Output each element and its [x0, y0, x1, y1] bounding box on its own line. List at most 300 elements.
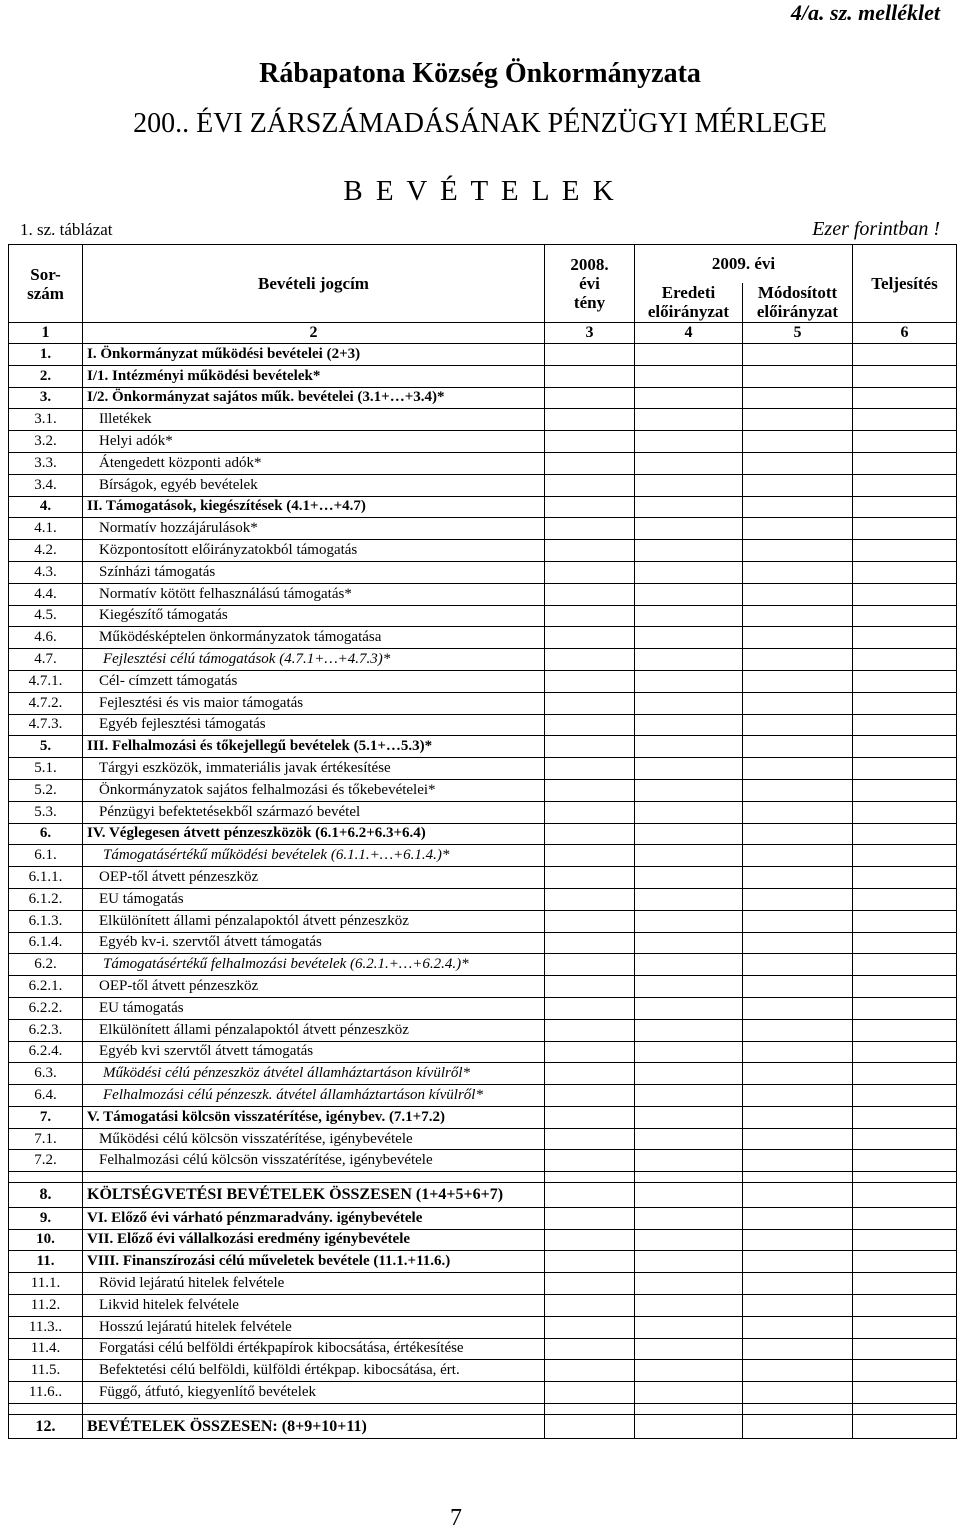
revenue-table	[8, 244, 957, 1439]
value-teljesites	[853, 452, 957, 474]
value-modositott	[743, 976, 853, 998]
value-teljesites	[853, 1085, 957, 1107]
value-modositott	[743, 344, 853, 366]
value-2008	[545, 997, 635, 1019]
value-modositott	[743, 474, 853, 496]
value-teljesites	[853, 1414, 957, 1439]
value-modositott	[743, 1019, 853, 1041]
row-label: V. Támogatási kölcsön visszatérítése, igénybev. (7.1+7.2)	[83, 1106, 545, 1128]
value-modositott	[743, 867, 853, 889]
row-number: 6.2.1.	[9, 976, 83, 998]
table-row	[9, 670, 957, 692]
value-teljesites	[853, 561, 957, 583]
value-eredeti	[635, 561, 743, 583]
row-number: 4.1.	[9, 518, 83, 540]
table-row	[9, 997, 957, 1019]
value-teljesites	[853, 1150, 957, 1172]
row-label: Működési célú pénzeszköz átvétel államháztartáson kívülről*	[83, 1063, 545, 1085]
table-row	[9, 1085, 957, 1107]
value-2008	[545, 1207, 635, 1229]
value-eredeti	[635, 997, 743, 1019]
value-modositott	[743, 692, 853, 714]
spacer-cell	[545, 1172, 635, 1183]
row-label: III. Felhalmozási és tőkejellegű bevételek (5.1+…5.3)*	[83, 736, 545, 758]
value-modositott	[743, 540, 853, 562]
value-teljesites	[853, 736, 957, 758]
row-number: 4.5.	[9, 605, 83, 627]
table-row	[9, 344, 957, 366]
row-number: 5.1.	[9, 758, 83, 780]
value-teljesites	[853, 714, 957, 736]
row-number: 5.3.	[9, 801, 83, 823]
row-number: 3.1.	[9, 409, 83, 431]
row-number: 6.1.	[9, 845, 83, 867]
value-eredeti	[635, 496, 743, 518]
value-modositott	[743, 932, 853, 954]
header-teljesites: Teljesítés	[853, 245, 957, 323]
value-eredeti	[635, 649, 743, 671]
value-eredeti	[635, 910, 743, 932]
row-number: 3.	[9, 387, 83, 409]
value-teljesites	[853, 1294, 957, 1316]
value-2008	[545, 409, 635, 431]
value-eredeti	[635, 845, 743, 867]
value-teljesites	[853, 627, 957, 649]
value-eredeti	[635, 344, 743, 366]
value-2008	[545, 605, 635, 627]
table-row	[9, 583, 957, 605]
row-number: 11.5.	[9, 1360, 83, 1382]
row-label: Rövid lejáratú hitelek felvétele	[83, 1273, 545, 1295]
spacer-row	[9, 1403, 957, 1414]
row-number: 7.2.	[9, 1150, 83, 1172]
value-eredeti	[635, 1150, 743, 1172]
value-modositott	[743, 1414, 853, 1439]
table-row	[9, 1041, 957, 1063]
value-eredeti	[635, 1041, 743, 1063]
value-teljesites	[853, 997, 957, 1019]
table-row	[9, 867, 957, 889]
row-label: Színházi támogatás	[83, 561, 545, 583]
col-number-4: 4	[635, 323, 743, 344]
value-teljesites	[853, 365, 957, 387]
row-label: Normatív kötött felhasználású támogatás*	[83, 583, 545, 605]
row-label: Önkormányzatok sajátos felhalmozási és tőkebevételei*	[83, 779, 545, 801]
spacer-cell	[635, 1403, 743, 1414]
value-modositott	[743, 649, 853, 671]
spacer-cell	[743, 1172, 853, 1183]
value-eredeti	[635, 431, 743, 453]
value-modositott	[743, 627, 853, 649]
row-label: Likvid hitelek felvétele	[83, 1294, 545, 1316]
value-modositott	[743, 736, 853, 758]
row-label: BEVÉTELEK ÖSSZESEN: (8+9+10+11)	[83, 1414, 545, 1439]
value-eredeti	[635, 779, 743, 801]
spacer-cell	[853, 1172, 957, 1183]
row-number: 4.7.2.	[9, 692, 83, 714]
value-teljesites	[853, 670, 957, 692]
row-label: OEP-től átvett pénzeszköz	[83, 867, 545, 889]
table-row	[9, 954, 957, 976]
header-2009: 2009. évi	[635, 245, 853, 283]
value-modositott	[743, 714, 853, 736]
table-row	[9, 758, 957, 780]
value-teljesites	[853, 1041, 957, 1063]
value-2008	[545, 1041, 635, 1063]
row-number: 6.1.2.	[9, 888, 83, 910]
row-number: 4.3.	[9, 561, 83, 583]
row-number: 4.6.	[9, 627, 83, 649]
value-teljesites	[853, 867, 957, 889]
value-teljesites	[853, 518, 957, 540]
value-eredeti	[635, 627, 743, 649]
value-teljesites	[853, 801, 957, 823]
table-row	[9, 823, 957, 845]
spacer-cell	[545, 1403, 635, 1414]
table-row	[9, 1128, 957, 1150]
value-teljesites	[853, 976, 957, 998]
value-eredeti	[635, 888, 743, 910]
value-eredeti	[635, 1063, 743, 1085]
value-eredeti	[635, 1106, 743, 1128]
value-modositott	[743, 845, 853, 867]
table-row	[9, 1251, 957, 1273]
value-2008	[545, 627, 635, 649]
value-teljesites	[853, 888, 957, 910]
value-modositott	[743, 997, 853, 1019]
value-teljesites	[853, 387, 957, 409]
row-label: Fejlesztési és vis maior támogatás	[83, 692, 545, 714]
value-eredeti	[635, 823, 743, 845]
value-eredeti	[635, 409, 743, 431]
table-row	[9, 692, 957, 714]
row-number: 6.2.	[9, 954, 83, 976]
value-eredeti	[635, 692, 743, 714]
unit-note: Ezer forintban !	[812, 218, 940, 240]
value-modositott	[743, 954, 853, 976]
table-row	[9, 1414, 957, 1439]
table-row	[9, 431, 957, 453]
col-number-3: 3	[545, 323, 635, 344]
table-row	[9, 779, 957, 801]
row-label: Fejlesztési célú támogatások (4.7.1+…+4.7.3)*	[83, 649, 545, 671]
value-teljesites	[853, 649, 957, 671]
value-2008	[545, 845, 635, 867]
value-modositott	[743, 801, 853, 823]
row-number: 4.7.	[9, 649, 83, 671]
row-label: VIII. Finanszírozási célú műveletek bevétele (11.1.+11.6.)	[83, 1251, 545, 1273]
document-subtitle: 200.. ÉVI ZÁRSZÁMADÁSÁNAK PÉNZÜGYI MÉRLEGE	[133, 108, 827, 139]
value-modositott	[743, 1128, 853, 1150]
row-label: Hosszú lejáratú hitelek felvétele	[83, 1316, 545, 1338]
value-teljesites	[853, 932, 957, 954]
table-row	[9, 1106, 957, 1128]
value-eredeti	[635, 452, 743, 474]
table-row	[9, 845, 957, 867]
row-number: 4.7.1.	[9, 670, 83, 692]
row-number: 3.4.	[9, 474, 83, 496]
table-row	[9, 714, 957, 736]
value-eredeti	[635, 670, 743, 692]
annex-label: 4/a. sz. melléklet	[790, 0, 940, 25]
value-modositott	[743, 1273, 853, 1295]
row-label: EU támogatás	[83, 997, 545, 1019]
table-row	[9, 1316, 957, 1338]
row-number: 4.4.	[9, 583, 83, 605]
value-2008	[545, 1316, 635, 1338]
value-2008	[545, 1229, 635, 1251]
value-eredeti	[635, 1251, 743, 1273]
header-eredeti: Eredeti előirányzat	[635, 283, 743, 323]
value-2008	[545, 736, 635, 758]
document-title: Rábapatona Község Önkormányzata	[259, 58, 701, 89]
value-teljesites	[853, 845, 957, 867]
value-modositott	[743, 496, 853, 518]
value-teljesites	[853, 409, 957, 431]
value-eredeti	[635, 1207, 743, 1229]
row-label: EU támogatás	[83, 888, 545, 910]
value-2008	[545, 1150, 635, 1172]
row-number: 11.3..	[9, 1316, 83, 1338]
table-row	[9, 976, 957, 998]
value-teljesites	[853, 1019, 957, 1041]
value-eredeti	[635, 801, 743, 823]
value-eredeti	[635, 387, 743, 409]
row-label: Illetékek	[83, 409, 545, 431]
row-label: Egyéb fejlesztési támogatás	[83, 714, 545, 736]
value-teljesites	[853, 823, 957, 845]
table-row	[9, 888, 957, 910]
value-2008	[545, 867, 635, 889]
table-row	[9, 409, 957, 431]
row-label: Befektetési célú belföldi, külföldi értékpap. kibocsátása, ért.	[83, 1360, 545, 1382]
value-2008	[545, 801, 635, 823]
value-modositott	[743, 409, 853, 431]
value-eredeti	[635, 932, 743, 954]
table-row	[9, 1183, 957, 1208]
value-modositott	[743, 583, 853, 605]
value-2008	[545, 779, 635, 801]
revenue-table-body	[9, 344, 957, 1439]
row-number: 11.4.	[9, 1338, 83, 1360]
row-number: 11.6..	[9, 1382, 83, 1404]
value-teljesites	[853, 1183, 957, 1208]
value-2008	[545, 1360, 635, 1382]
row-label: Működési célú kölcsön visszatérítése, igénybevétele	[83, 1128, 545, 1150]
row-number: 6.1.3.	[9, 910, 83, 932]
row-label: Cél- címzett támogatás	[83, 670, 545, 692]
table-row	[9, 1382, 957, 1404]
value-teljesites	[853, 1207, 957, 1229]
row-number: 4.7.3.	[9, 714, 83, 736]
value-modositott	[743, 1150, 853, 1172]
row-number: 11.	[9, 1251, 83, 1273]
row-number: 6.1.1.	[9, 867, 83, 889]
value-teljesites	[853, 540, 957, 562]
value-2008	[545, 670, 635, 692]
row-number: 6.1.4.	[9, 932, 83, 954]
section-title: B E V É T E L E K	[343, 175, 617, 207]
row-label: Felhalmozási célú pénzeszk. átvétel államháztartáson kívülről*	[83, 1085, 545, 1107]
value-2008	[545, 758, 635, 780]
value-eredeti	[635, 736, 743, 758]
value-teljesites	[853, 431, 957, 453]
value-2008	[545, 540, 635, 562]
value-modositott	[743, 1041, 853, 1063]
row-number: 11.1.	[9, 1273, 83, 1295]
value-teljesites	[853, 1338, 957, 1360]
spacer-cell	[9, 1403, 83, 1414]
value-teljesites	[853, 1273, 957, 1295]
value-teljesites	[853, 779, 957, 801]
value-teljesites	[853, 605, 957, 627]
value-eredeti	[635, 1360, 743, 1382]
row-label: Függő, átfutó, kiegyenlítő bevételek	[83, 1382, 545, 1404]
value-modositott	[743, 1316, 853, 1338]
value-eredeti	[635, 1294, 743, 1316]
value-2008	[545, 496, 635, 518]
value-2008	[545, 583, 635, 605]
table-row	[9, 1273, 957, 1295]
col-number-2: 2	[83, 323, 545, 344]
value-2008	[545, 474, 635, 496]
row-number: 6.3.	[9, 1063, 83, 1085]
value-modositott	[743, 1229, 853, 1251]
table-row	[9, 910, 957, 932]
row-label: Egyéb kvi szervtől átvett támogatás	[83, 1041, 545, 1063]
row-number: 4.2.	[9, 540, 83, 562]
value-teljesites	[853, 1316, 957, 1338]
value-2008	[545, 976, 635, 998]
table-row	[9, 1207, 957, 1229]
row-label: Elkülönített állami pénzalapoktól átvett pénzeszköz	[83, 1019, 545, 1041]
row-label: VII. Előző évi vállalkozási eredmény igénybevétele	[83, 1229, 545, 1251]
value-2008	[545, 452, 635, 474]
row-label: Működésképtelen önkormányzatok támogatása	[83, 627, 545, 649]
value-teljesites	[853, 1128, 957, 1150]
spacer-cell	[743, 1403, 853, 1414]
value-2008	[545, 692, 635, 714]
value-teljesites	[853, 1106, 957, 1128]
value-2008	[545, 1128, 635, 1150]
table-number: 1. sz. táblázat	[20, 220, 113, 239]
value-2008	[545, 910, 635, 932]
table-row	[9, 496, 957, 518]
value-teljesites	[853, 583, 957, 605]
value-2008	[545, 1085, 635, 1107]
table-row	[9, 1294, 957, 1316]
col-number-5: 5	[743, 323, 853, 344]
value-2008	[545, 1382, 635, 1404]
value-2008	[545, 649, 635, 671]
value-2008	[545, 344, 635, 366]
row-label: Felhalmozási célú kölcsön visszatérítése, igénybevétele	[83, 1150, 545, 1172]
table-row	[9, 540, 957, 562]
row-label: Forgatási célú belföldi értékpapírok kibocsátása, értékesítése	[83, 1338, 545, 1360]
spacer-row	[9, 1172, 957, 1183]
value-eredeti	[635, 867, 743, 889]
row-number: 3.3.	[9, 452, 83, 474]
table-row	[9, 518, 957, 540]
value-modositott	[743, 365, 853, 387]
table-row	[9, 474, 957, 496]
value-teljesites	[853, 1251, 957, 1273]
value-eredeti	[635, 1414, 743, 1439]
value-eredeti	[635, 1316, 743, 1338]
value-eredeti	[635, 714, 743, 736]
value-2008	[545, 714, 635, 736]
row-number: 12.	[9, 1414, 83, 1439]
value-modositott	[743, 758, 853, 780]
row-label: Támogatásértékű működési bevételek (6.1.1.+…+6.1.4.)*	[83, 845, 545, 867]
value-2008	[545, 932, 635, 954]
row-number: 6.2.2.	[9, 997, 83, 1019]
value-eredeti	[635, 474, 743, 496]
value-2008	[545, 365, 635, 387]
row-label: VI. Előző évi várható pénzmaradvány. igénybevétele	[83, 1207, 545, 1229]
value-eredeti	[635, 365, 743, 387]
row-number: 5.	[9, 736, 83, 758]
value-modositott	[743, 452, 853, 474]
value-eredeti	[635, 954, 743, 976]
row-number: 1.	[9, 344, 83, 366]
value-eredeti	[635, 540, 743, 562]
value-modositott	[743, 910, 853, 932]
row-number: 5.2.	[9, 779, 83, 801]
row-label: OEP-től átvett pénzeszköz	[83, 976, 545, 998]
row-label: I/2. Önkormányzat sajátos műk. bevételei (3.1+…+3.4)*	[83, 387, 545, 409]
value-2008	[545, 1294, 635, 1316]
value-2008	[545, 387, 635, 409]
row-label: Helyi adók*	[83, 431, 545, 453]
value-modositott	[743, 1382, 853, 1404]
value-eredeti	[635, 758, 743, 780]
row-number: 6.4.	[9, 1085, 83, 1107]
value-eredeti	[635, 1382, 743, 1404]
row-label: KÖLTSÉGVETÉSI BEVÉTELEK ÖSSZESEN (1+4+5+6+7)	[83, 1183, 545, 1208]
row-label: Központosított előirányzatokból támogatás	[83, 540, 545, 562]
value-teljesites	[853, 910, 957, 932]
table-row	[9, 387, 957, 409]
row-label: Elkülönített állami pénzalapoktól átvett pénzeszköz	[83, 910, 545, 932]
value-2008	[545, 1338, 635, 1360]
spacer-cell	[635, 1172, 743, 1183]
row-label: Normatív hozzájárulások*	[83, 518, 545, 540]
value-2008	[545, 1106, 635, 1128]
header-modositott: Módosított előirányzat	[743, 283, 853, 323]
value-modositott	[743, 1338, 853, 1360]
value-eredeti	[635, 605, 743, 627]
value-eredeti	[635, 1019, 743, 1041]
value-modositott	[743, 518, 853, 540]
value-modositott	[743, 1251, 853, 1273]
value-modositott	[743, 670, 853, 692]
value-teljesites	[853, 496, 957, 518]
value-eredeti	[635, 1085, 743, 1107]
spacer-cell	[83, 1172, 545, 1183]
value-2008	[545, 1063, 635, 1085]
value-eredeti	[635, 1229, 743, 1251]
row-label: I/1. Intézményi működési bevételek*	[83, 365, 545, 387]
row-number: 6.2.3.	[9, 1019, 83, 1041]
value-2008	[545, 561, 635, 583]
value-modositott	[743, 823, 853, 845]
value-modositott	[743, 1183, 853, 1208]
table-row	[9, 801, 957, 823]
value-modositott	[743, 1294, 853, 1316]
row-label: IV. Véglegesen átvett pénzeszközök (6.1+6.2+6.3+6.4)	[83, 823, 545, 845]
table-row	[9, 1229, 957, 1251]
